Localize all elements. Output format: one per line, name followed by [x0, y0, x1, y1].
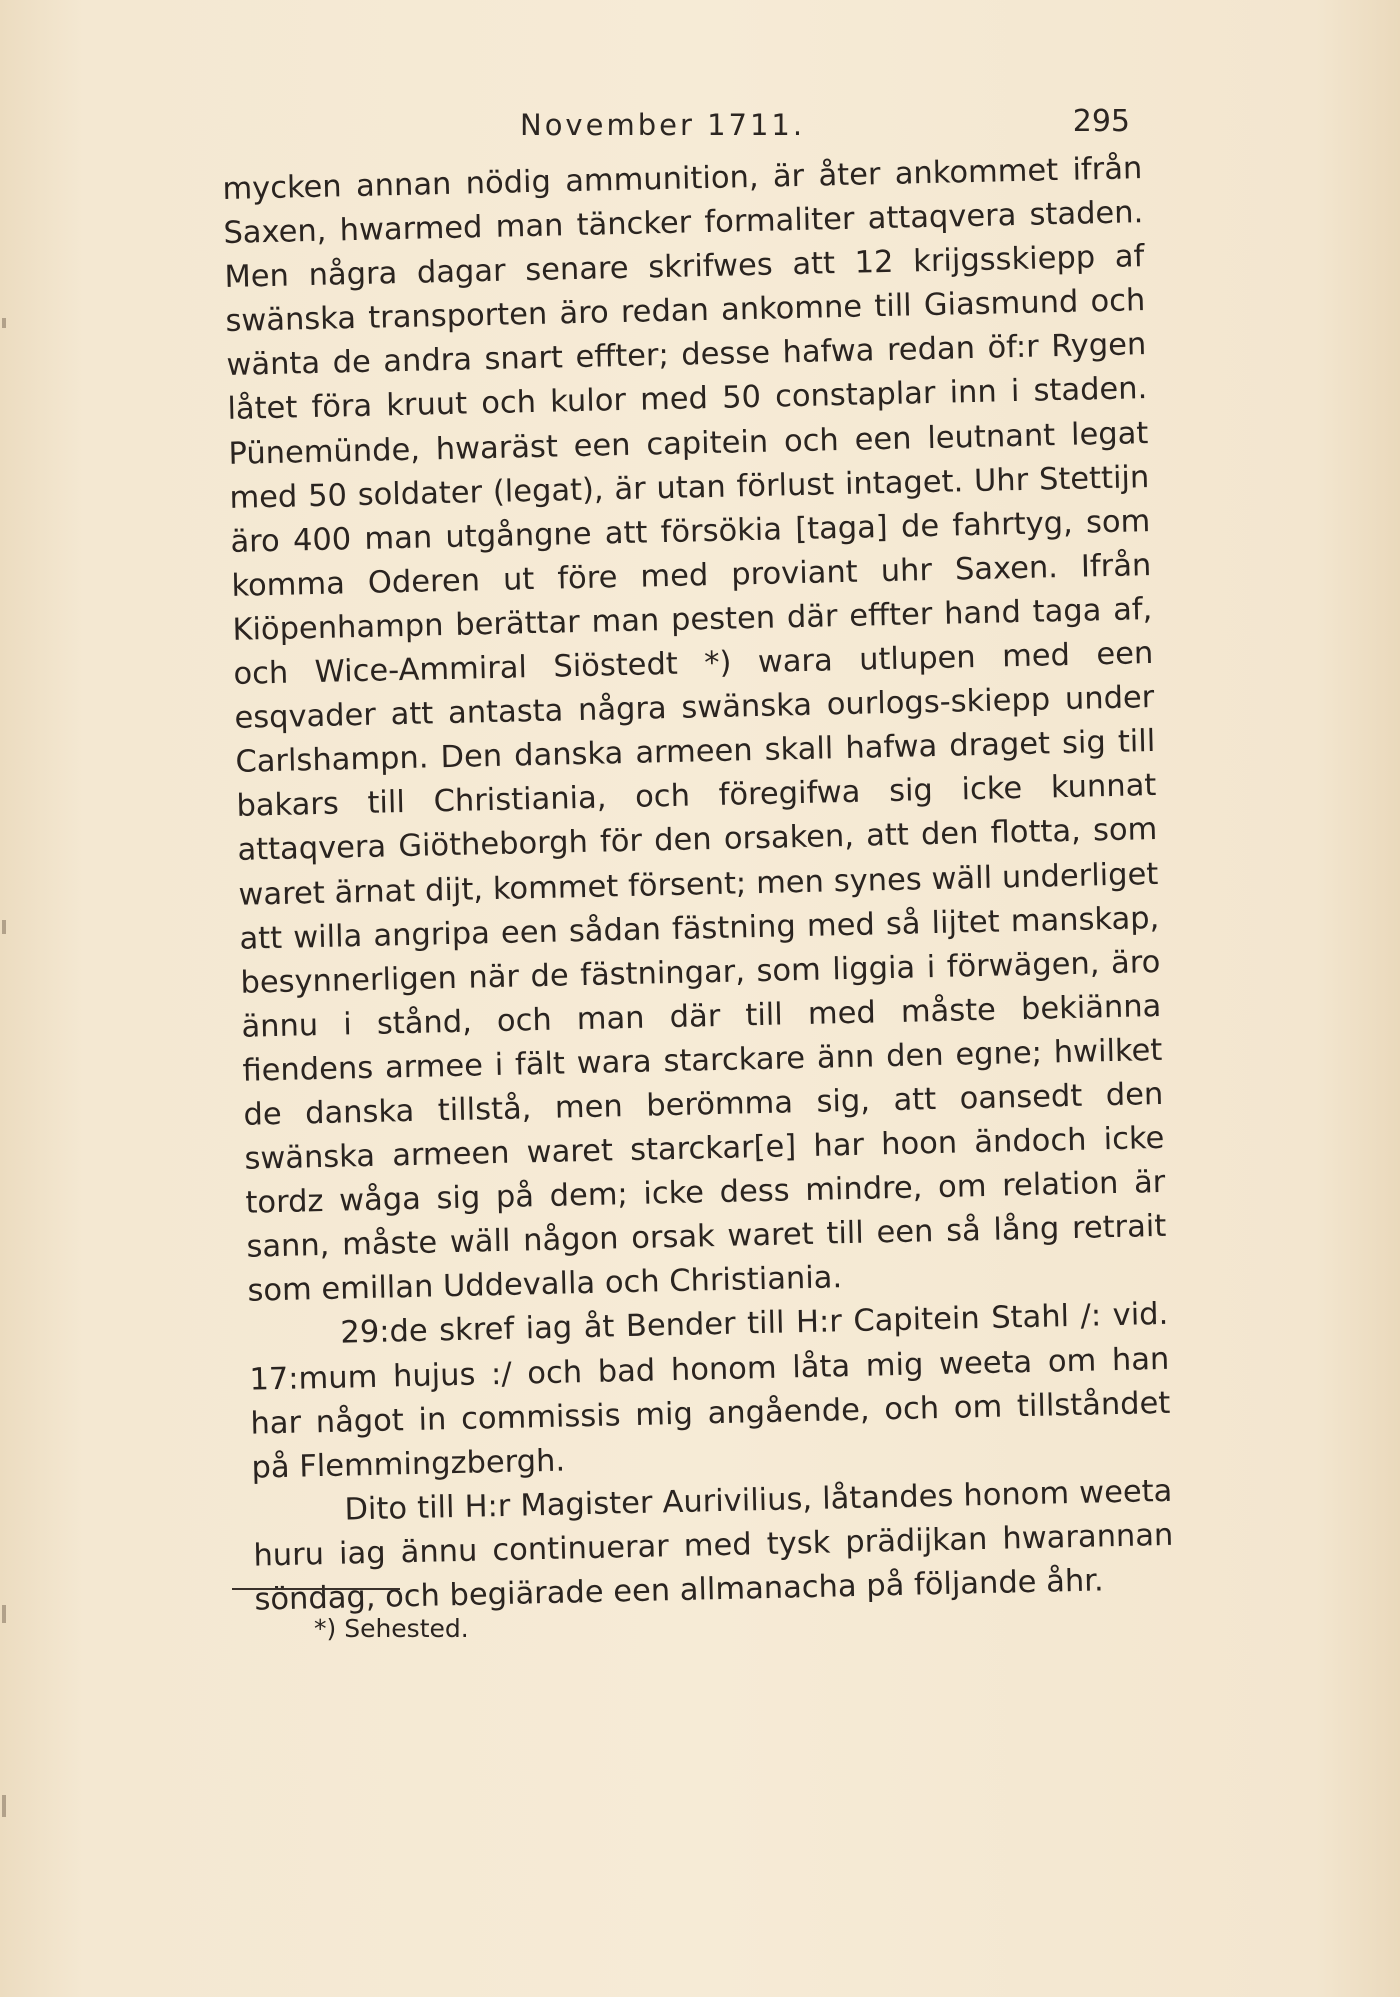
- paragraph-1: mycken annan nödig ammunition, är åter ankommet ifrån Saxen, hwarmed man täncker formaliter attaqvera staden. Men några dagar senare skrifwes att 12 krijgsskiepp af swänska transporten äro redan ankomne till Giasmund och wänta de andra snart effter; desse hafwa redan öf:r Rygen låtet föra kruut och kulor med 50 constaplar inn i staden. Pünemünde, hwaräst een capitein och een leutnant legat med 50 soldater (legat), är utan förlust intaget. Uhr Stettijn äro 400 man utgångne att försökia [taga] de fahrtyg, som komma Oderen ut före med proviant uhr Saxen. Ifrån Kiöpenhampn berättar man pesten där effter hand taga af, och Wice-Ammiral Siöstedt *) wara utlupen med een esqvader att antasta några swänska ourlogs-skiepp under Carlshampn. Den danska armeen skall hafwa draget sig till bakars till Christiania, och föregifwa sig icke kunnat attaqvera Giötheborgh för den orsaken, att den flotta, som waret ärnat dijt, kommet försent; men synes wäll underliget att willa angripa een sådan fästning med så lijtet manskap, besynnerligen när de fästningar, som liggia i förwägen, äro ännu i stånd, och man där till med måste bekiänna fiendens armee i fält wara starckare änn den egne; hwilket de danska tillstå, men berömma sig, att oansedt den swänska armeen waret starckar[e] har hoon ändoch icke tordz wåga sig på dem; icke dess mindre, om relation är sann, måste wäll någon orsak waret till een så lång retrait som emillan Uddevalla och Christiania.: [222, 151, 1167, 1310]
- paragraph-3: Dito till H:r Magister Aurivilius, låtandes honom weeta huru iag ännu continuerar med tysk prädijkan hwarannan söndag, och begiärade een allmanacha på följande åhr.: [253, 1473, 1174, 1618]
- margin-speck: [2, 318, 6, 328]
- body-text: [222, 147, 1175, 1623]
- footnote-rule: [232, 1588, 400, 1590]
- margin-speck: [2, 1795, 6, 1817]
- running-head: November 1711.: [520, 108, 806, 142]
- paragraph-2: 29:de skref iag åt Bender till H:r Capitein Stahl /: vid. 17:mum hujus :/ och bad honom låta mig weeta om han har något in commissis mig angående, och om tillståndet på Flemmingzbergh.: [249, 1297, 1171, 1486]
- page-header: [220, 104, 1140, 154]
- margin-speck: [2, 1605, 6, 1623]
- footnote: *) Sehested.: [314, 1614, 469, 1643]
- margin-speck: [2, 920, 6, 934]
- page-number: 295: [1072, 104, 1130, 139]
